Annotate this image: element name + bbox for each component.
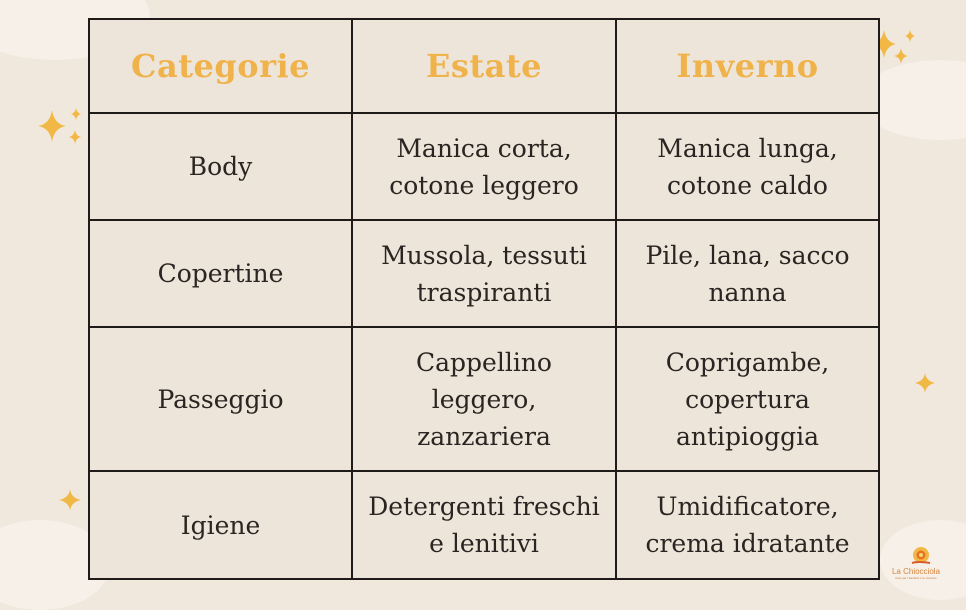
table-row	[89, 327, 879, 471]
summer-cell: Detergenti freschi e lenitivi	[352, 471, 616, 579]
logo-tagline: tutto per i bambini e le mamme	[895, 576, 937, 580]
summer-cell: Manica corta, cotone leggero	[352, 113, 616, 220]
sparkle-icon	[914, 372, 936, 394]
winter-cell: Coprigambe, copertura antipioggia	[616, 327, 879, 471]
category-cell: Copertine	[89, 220, 352, 327]
header-cell-inverno: Inverno	[616, 19, 879, 113]
winter-cell: Umidificatore, crema idratante	[616, 471, 879, 579]
logo-name: La Chiocciola	[891, 567, 941, 576]
brand-logo	[884, 545, 948, 581]
table-header-row	[89, 19, 879, 113]
table-row	[89, 471, 879, 579]
summer-cell: Mussola, tessuti traspiranti	[352, 220, 616, 327]
sparkle-icon	[58, 488, 82, 512]
category-cell: Igiene	[89, 471, 352, 579]
table-row	[89, 113, 879, 220]
winter-cell: Pile, lana, sacco nanna	[616, 220, 879, 327]
summer-cell: Cappellino leggero, zanzariera	[352, 327, 616, 471]
winter-cell: Manica lunga, cotone caldo	[616, 113, 879, 220]
table-row	[89, 220, 879, 327]
header-cell-estate: Estate	[352, 19, 616, 113]
category-cell: Body	[89, 113, 352, 220]
header-cell-categorie: Categorie	[89, 19, 352, 113]
comparison-table	[88, 18, 880, 580]
snail-logo-icon	[910, 545, 932, 565]
sparkle-icon	[36, 108, 88, 148]
category-cell: Passeggio	[89, 327, 352, 471]
